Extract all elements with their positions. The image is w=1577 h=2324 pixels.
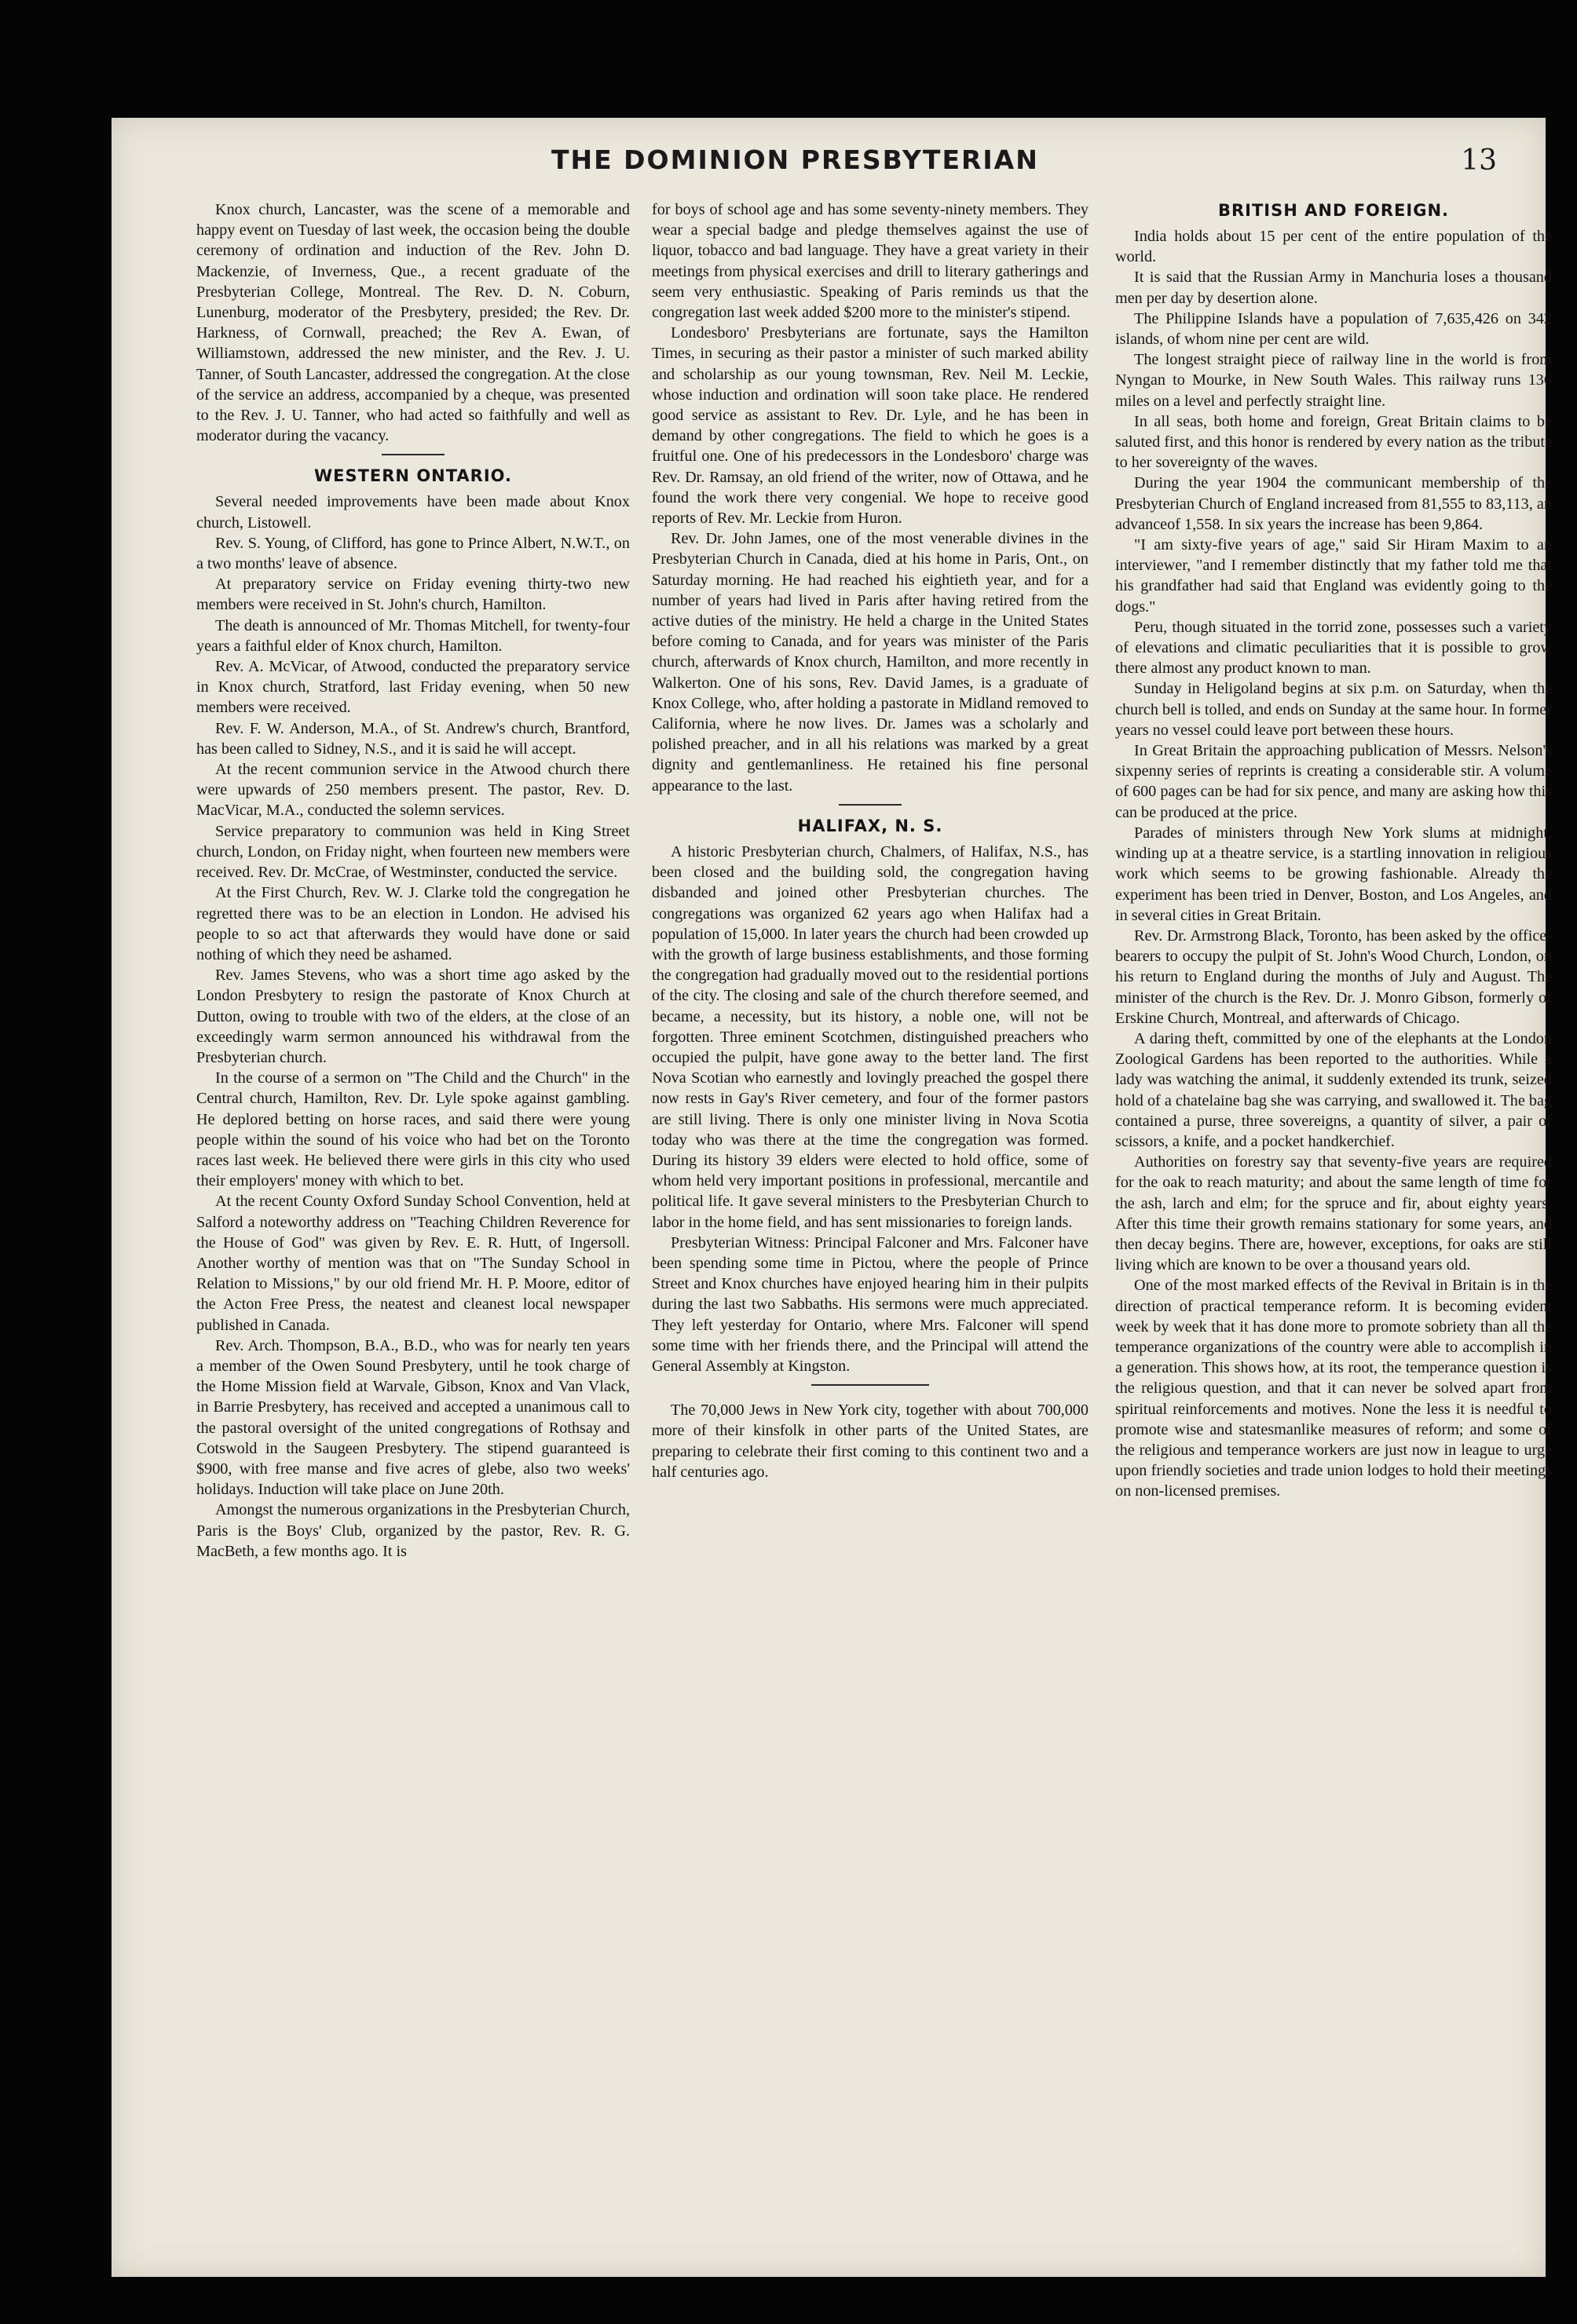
news-item: Rev. James Stevens, who was a short time ago asked by the London Presbytery to resign the pastorate of Knox Church at Dutton, owing to trouble with two of the elders, at the close of an exceedingly warm sermon announced his withdrawal from the Presbyterian church.: [196, 967, 630, 1066]
page-header: [112, 118, 1546, 212]
news-item: Sunday in Heligoland begins at six p.m. on Saturday, when the church bell is tolled, and ends on Sunday at the same hour. In former years no vessel could leave port between these hours.: [1115, 680, 1552, 739]
news-item: The longest straight piece of railway line in the world is from Nyngan to Mourke, in New South Wales. This railway runs 136 miles on a level and perfectly straight line.: [1115, 351, 1552, 410]
news-item: "I am sixty-five years of age," said Sir Hiram Maxim to an interviewer, "and I remember distinctly that my father told me that his grandfather had said that England was evidently going to the dogs.": [1115, 536, 1552, 616]
article-londesboro: Londesboro' Presbyterians are fortunate, says the Hamilton Times, in securing as their pastor a minister of such marked ability and scholarship as our young townsman, Rev. Neil M. Leckie, whose induction and ordination will soon take place. He rendered good service as assistant to Rev. Dr. Lyle, and he has been in demand by other congregations. The field to which he goes is a fruitful one. One of his predecessors in the Londesboro' charge was Rev. Dr. Ramsay, an old friend of the writer, now of Ottawa, and he found the work there very congenial. We hope to receive good reports of Rev. Mr. Leckie from Huron.: [652, 324, 1089, 528]
news-item: At the First Church, Rev. W. J. Clarke told the congregation he regretted there was to be an election in London. He advised his people to so act that afterwards they would have done or said nothing of which they need be ashamed.: [196, 884, 630, 963]
masthead-title: THE DOMINION PRESBYTERIAN: [551, 144, 1039, 175]
news-item: Rev. Arch. Thompson, B.A., B.D., who was for nearly ten years a member of the Owen Sound Presbytery, until he took charge of the Home Mission field at Warvale, Gibson, Knox and Van Vlack, in Barrie Presbytery, has received and accepted a unanimous call to the pastoral oversight of the united congregations of Rothsay and Cotswold in the Saugeen Presbytery. The stipend guaranteed is $900, with free manse and five acres of glebe, also two weeks' holidays. Induction will take place on June 20th.: [196, 1336, 630, 1499]
divider: [839, 804, 902, 806]
news-item: Rev. A. McVicar, of Atwood, conducted the preparatory service in Knox church, Stratford, last Friday evening, when 50 new members were received.: [196, 658, 630, 717]
column-1: [196, 199, 630, 1562]
news-item: Amongst the numerous organizations in the Presbyterian Church, Paris is the Boys' Club, organized by the pastor, Rev. R. G. MacBeth, a few months ago. It is: [196, 1501, 630, 1560]
news-item: It is said that the Russian Army in Manchuria loses a thousand men per day by desertion alone.: [1115, 269, 1552, 307]
news-item: In all seas, both home and foreign, Great Britain claims to be saluted first, and this honor is rendered by every nation as the tribute to her sovereignty of the waves.: [1115, 412, 1552, 472]
news-item: At preparatory service on Friday evening thirty-two new members were received in St. John's church, Hamilton.: [196, 576, 630, 614]
news-item: Parades of ministers through New York slums at midnight, winding up at a theatre service, is a startling innovation in religious work which seems to be growing fashionable. Already the experiment has been tried in Denver, Boston, and Los Angeles, and in several cities in Great Britain.: [1115, 824, 1552, 924]
news-item: Rev. F. W. Anderson, M.A., of St. Andrew's church, Brantford, has been called to Sidney, N.S., and it is said he will accept.: [196, 719, 630, 758]
news-item: The Philippine Islands have a population of 7,635,426 on 342 islands, of whom nine per cent are wild.: [1115, 309, 1552, 349]
news-item: Several needed improvements have been made about Knox church, Listowell.: [196, 493, 630, 532]
news-item: At the recent County Oxford Sunday School Convention, held at Salford a noteworthy address on "Teaching Children Reverence for the House of God" was given by Rev. E. R. Hutt, of Ingersoll. Another worthy of mention was that on "The Sunday School in Relation to Missions," by our old friend Mr. H. P. Moore, editor of the Acton Free Press, the neatest and cleanest local newspaper published in Canada.: [196, 1193, 630, 1334]
news-item: A daring theft, committed by one of the elephants at the London Zoological Gardens has been reported to the authorities. While a lady was watching the animal, it suddenly extended its trunk, seized hold of a chatelaine bag she was carrying, and swallowed it. The bag contained a purse, three sovereigns, a quantity of silver, a pair of scissors, a knife, and a pocket handkerchief.: [1115, 1029, 1552, 1150]
article-jews-new-york: The 70,000 Jews in New York city, together with about 700,000 more of their kinsfolk in other parts of the United States, are preparing to celebrate their first coming to this continent two and a half centuries ago.: [652, 1401, 1089, 1481]
newspaper-page: [112, 118, 1552, 2277]
news-item: India holds about 15 per cent of the entire population of the world.: [1115, 228, 1552, 266]
section-heading-british-foreign: BRITISH AND FOREIGN.: [1217, 201, 1450, 220]
article-john-james-obituary: Rev. Dr. John James, one of the most venerable divines in the Presbyterian Church in Canada, died at his home in Paris, Ont., on Saturday morning. He had reached his eightieth year, and for a number of years had lived in Paris after having retired from the active duties of the ministry. He held a charge in the United States before coming to Canada, and for years was minister of the Paris church, afterwards of Knox church, Hamilton, and more recently in Walkerton. One of his sons, Rev. David James, is a graduate of Knox College, who, after holding a pastorate in Midland removed to California, where he now lives. Dr. James was a scholarly and polished preacher, and in all his relations was marked by a great dignity and gentlemanliness. He retained his fine personal appearance to the last.: [652, 530, 1089, 795]
column-2: [652, 199, 1089, 1482]
news-item: During the year 1904 the communicant membership of the Presbyterian Church of England increased from 81,555 to 83,113, an advanceof 1,558. In six years the increase has been 9,864.: [1115, 474, 1552, 533]
news-item: In the course of a sermon on "The Child and the Church" in the Central church, Hamilton, Rev. Dr. Lyle spoke against gambling. He deplored betting on horse races, and said there were young people within the sound of his voice who had bet on the Toronto races last week. He believed there were girls in this city who used their employers' money with which to bet.: [196, 1069, 630, 1190]
news-item: The death is announced of Mr. Thomas Mitchell, for twenty-four years a faithful elder of Knox church, Hamilton.: [196, 616, 630, 655]
divider: [811, 1384, 929, 1386]
page-number: 13: [1461, 144, 1497, 177]
news-item: Rev. Dr. Armstrong Black, Toronto, has been asked by the office-bearers to occupy the pulpit of St. John's Wood Church, London, on his return to England during the months of July and August. The minister of the church is the Rev. Dr. J. Monro Gibson, formerly of Erskine Church, Montreal, and afterwards of Chicago.: [1115, 926, 1552, 1027]
news-item: Authorities on forestry say that seventy-five years are required for the oak to reach maturity; and about the same length of time for the ash, larch and elm; for the spruce and fir, about eighty years. After this time their growth remains stationary for some years, and then decay begins. There are, however, exceptions, for oaks are still living which are known to be over a thousand years old.: [1115, 1153, 1552, 1274]
news-item: One of the most marked effects of the Revival in Britain is in the direction of practical temperance reform. It is becoming evident week by week that it has done more to promote sobriety than all the temperance organizations of the country were able to accomplish in a generation. This shows how, at its root, the temperance question is the religious question, and that it can never be solved apart from spiritual reinforcements and motives. None the less it is needful to promote wise and statesmanlike measures of reform; and some of the religious and temperance workers are just now in league to urge upon friendly societies and trade union lodges to hold their meetings on non-licensed premises.: [1115, 1277, 1552, 1500]
news-item: At the recent communion service in the Atwood church there were upwards of 250 members present. The pastor, Rev. D. MacVicar, M.A., conducted the solemn services.: [196, 761, 630, 820]
news-item: Rev. S. Young, of Clifford, has gone to Prince Albert, N.W.T., on a two months' leave of absence.: [196, 534, 630, 573]
news-item: Service preparatory to communion was held in King Street church, London, on Friday night, when fourteen new members were received. Rev. Dr. McCrae, of Westminster, conducted the service.: [196, 822, 630, 882]
divider: [382, 454, 445, 455]
news-item: In Great Britain the approaching publication of Messrs. Nelson's sixpenny series of reprints is creating a considerable stir. A volume of 600 pages can be had for six pence, and many are asking how this can be produced at the price.: [1115, 742, 1552, 821]
news-item: Peru, though situated in the torrid zone, possesses such a variety of elevations and climatic peculiarities that it is possible to grow there almost any product known to man.: [1115, 618, 1552, 678]
article-knox-lancaster: Knox church, Lancaster, was the scene of a memorable and happy event on Tuesday of last week, the occasion being the double ceremony of ordination and induction of the Rev. John D. Mackenzie, of Inverness, Que., a recent graduate of the Presbyterian College, Montreal. The Rev. D. N. Coburn, Lunenburg, moderator of the Presbytery, presided; the Rev. Dr. Harkness, of Cornwall, preached; the Rev A. Ewan, of Williamstown, addressed the new minister, and the Rev. J. U. Tanner, of South Lancaster, addressed the congregation. At the close of the service an address, accompanied by a cheque, was presented to the Rev. J. U. Tanner, who had acted so faithfully and well as moderator during the vacancy.: [196, 201, 630, 445]
article-presbyterian-witness: Presbyterian Witness: Principal Falconer and Mrs. Falconer have been spending some time in Pictou, where the people of Prince Street and Knox churches have enjoyed hearing him in their pulpits during the last two Sabbaths. His sermons were much appreciated. They left yesterday for Ontario, where Mrs. Falconer will spend some time with her friends there, and the Principal will attend the General Assembly at Kingston.: [652, 1233, 1089, 1375]
section-heading-western-ontario: WESTERN ONTARIO.: [313, 466, 513, 486]
article-boys-club-continued: for boys of school age and has some seventy-ninety members. They wear a special badge and pledge themselves against the use of liquor, tobacco and bad language. They have a great variety in their meetings from physical exercises and drill to literary gatherings and seem very enthusiastic. Speaking of Paris reminds us that the congregation last week added $200 more to the minister's stipend.: [652, 201, 1089, 322]
section-heading-halifax: HALIFAX, N. S.: [797, 816, 943, 835]
article-chalmers-church: A historic Presbyterian church, Chalmers, of Halifax, N.S., has been closed and the building sold, the congregation having disbanded and joined other Presbyterian churches. The congregations was organized 62 years ago when Halifax had a population of 15,000. In later years the church had been crowded up with the growth of large business establishments, and those forming the congregation had gradually moved out to the residential portions of the city. The closing and sale of the church therefore seemed, and became, a necessity, but its history, a noble one, will not be forgotten. Three eminent Scotchmen, distinguished preachers who occupied the pulpit, have gone away to the better land. The first Nova Scotian who earnestly and lovingly preached the gospel there now rests in Gay's River cemetery, and four of the former pastors are still living. There is only one minister living in Nova Scotia today who was there at the time the congregation was formed. During its history 39 elders were elected to hold office, some of whom held very important positions in professional, mercantile and political life. It gave several ministers to the Presbyterian Church to labor in the home field, and has sent missionaries to foreign lands.: [652, 842, 1089, 1231]
column-3: [1115, 199, 1552, 1502]
